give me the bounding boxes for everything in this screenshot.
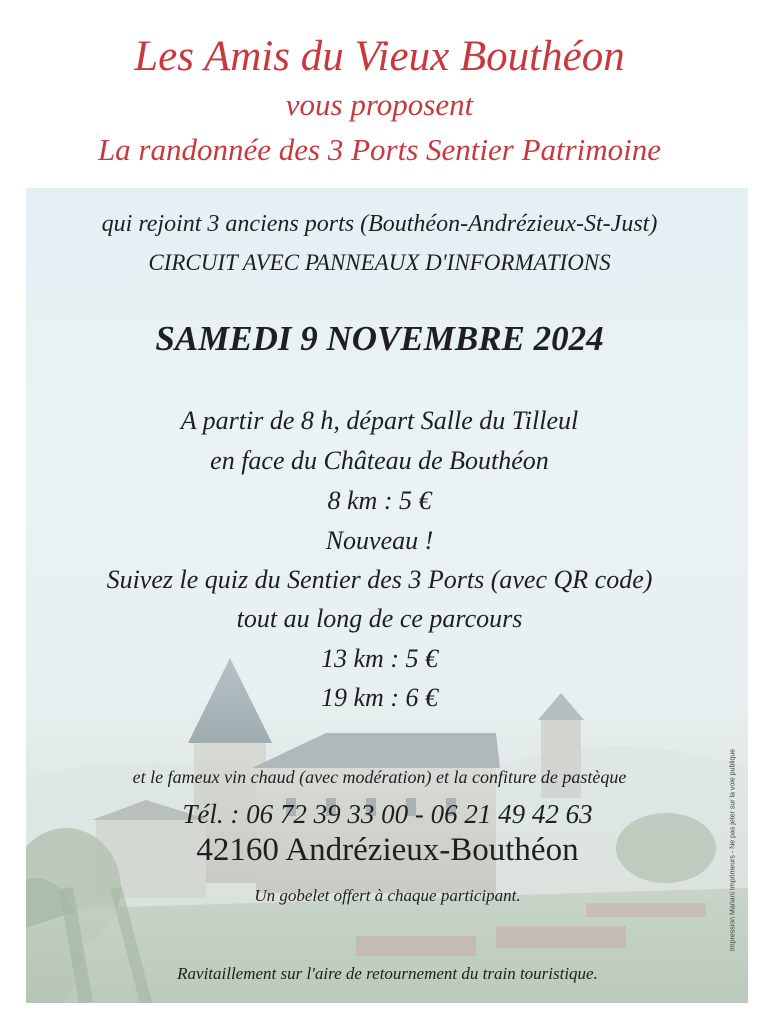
header-title: Les Amis du Vieux Bouthéon [134, 33, 625, 80]
price-13km: 13 km : 5 € [321, 644, 438, 673]
castle-illustration [26, 188, 748, 1003]
new-label: Nouveau ! [325, 526, 434, 555]
price-8km: 8 km : 5 € [327, 486, 432, 515]
castle-background-image [26, 188, 748, 1003]
start-time-location: A partir de 8 h, départ Salle du Tilleul [180, 406, 579, 435]
price-19km: 19 km : 6 € [321, 683, 438, 712]
intro-line-circuit: CIRCUIT AVEC PANNEAUX D'INFORMATIONS [148, 250, 611, 275]
refreshment-line: Ravitaillement sur l'aire de retournement du train touristique. [177, 964, 598, 983]
intro-line-ports: qui rejoint 3 anciens ports (Bouthéon-Andrézieux-St-Just) [101, 211, 658, 237]
wine-line: et le fameux vin chaud (avec modération) et la confiture de pastèque [132, 767, 627, 787]
location-castle: en face du Château de Bouthéon [210, 446, 549, 475]
quiz-line: Suivez le quiz du Sentier des 3 Ports (avec QR code) [106, 565, 653, 594]
event-name: La randonnée des 3 Ports Sentier Patrimoine [97, 132, 662, 167]
event-date: SAMEDI 9 NOVEMBRE 2024 [155, 319, 604, 358]
postal-address: 42160 Andrézieux-Bouthéon [196, 832, 579, 868]
phone-numbers: Tél. : 06 72 39 33 00 - 06 21 49 42 63 [182, 799, 593, 829]
quiz-along-line: tout au long de ce parcours [236, 604, 523, 633]
goblet-line: Un gobelet offert à chaque participant. [254, 886, 521, 905]
header-subtitle: vous proposent [285, 87, 474, 122]
printer-side-note: Impression Mariani Imprimeurs - Ne pas jeter sur la voie publique [729, 748, 737, 952]
